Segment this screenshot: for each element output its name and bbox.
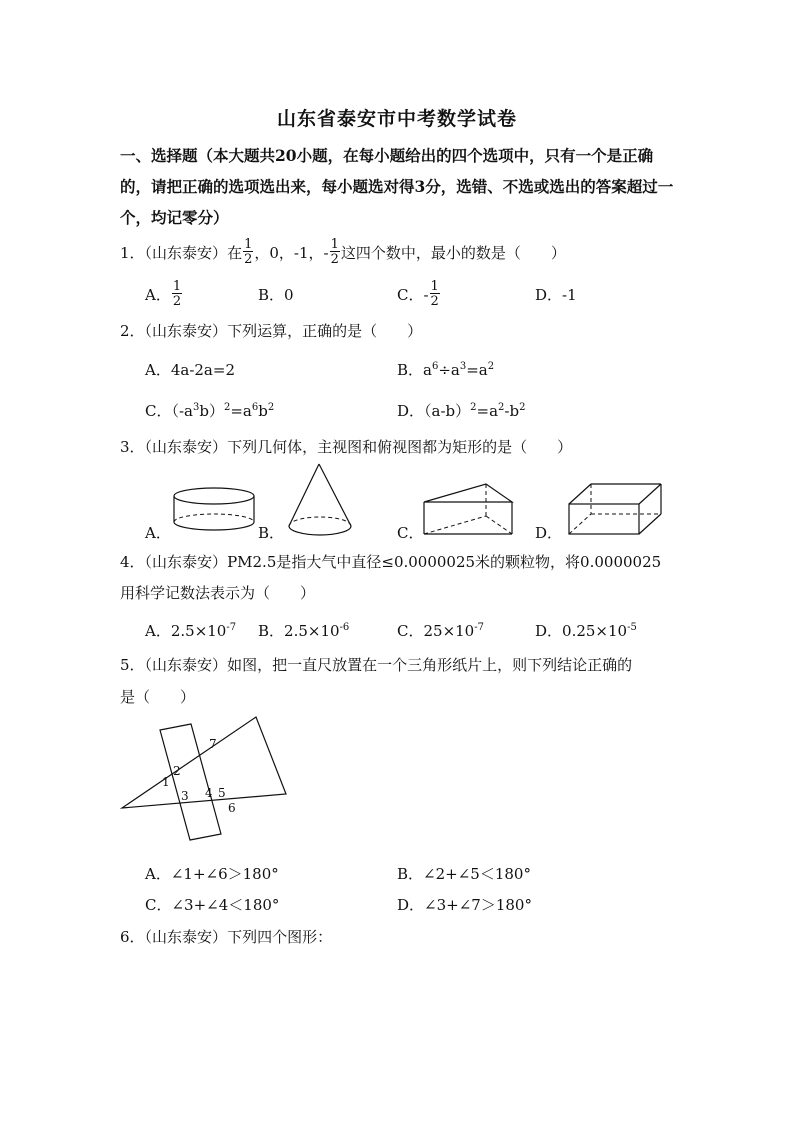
question-text: 下列几何体，主视图和俯视图都为矩形的是（ ） <box>227 438 573 456</box>
q4-option-c[interactable] <box>397 620 484 641</box>
option-text: B．2.5×10 <box>258 622 340 640</box>
option-label: A． <box>145 286 171 304</box>
question-source: （山东泰安） <box>144 656 228 674</box>
q2-option-a[interactable]: A．4a-2a=2 <box>145 361 235 379</box>
section-heading: 一、选择题（本大题共20小题，在每小题给出的四个选项中，只有一个是正确的，请把正确的选项选出来，每小题选对得3分，选错、不选或选出的答案超过一个，均记零分） <box>120 146 674 227</box>
cuboid-figure <box>565 480 665 540</box>
question-3 <box>120 436 572 457</box>
exponent: -7 <box>474 622 484 633</box>
q5-option-a[interactable]: A．∠1+∠6＞180° <box>145 865 279 883</box>
option-text: =a <box>476 402 499 420</box>
question-number: 6． <box>120 928 145 946</box>
question-text: 在 <box>227 244 243 262</box>
q5-option-c[interactable]: C．∠3+∠4＜180° <box>145 896 280 914</box>
cylinder-figure <box>170 486 260 536</box>
question-4-line-1 <box>120 551 661 572</box>
question-number: 3． <box>120 438 145 456</box>
question-1 <box>120 237 566 268</box>
question-source: （山东泰安） <box>144 322 228 340</box>
angle-label-6: 6 <box>228 801 236 815</box>
question-source: （山东泰安） <box>144 244 228 262</box>
option-text: -b <box>504 402 520 420</box>
question-text: 如图，把一直尺放置在一个三角形纸片上，则下列结论正确的 <box>227 656 633 674</box>
option-text: =a <box>466 361 488 379</box>
fraction-denominator: 2 <box>430 294 439 309</box>
question-number: 4． <box>120 553 145 571</box>
option-text: A．2.5×10 <box>145 622 227 640</box>
q3-option-b[interactable]: B． <box>258 524 285 542</box>
fraction-denominator: 2 <box>172 294 182 309</box>
option-text: D．0.25×10 <box>535 622 628 640</box>
q1-option-d[interactable]: D．-1 <box>535 286 577 304</box>
exponent: 2 <box>519 402 526 413</box>
fraction-numerator: 1 <box>430 279 439 294</box>
option-text: D．（a-b） <box>397 402 471 420</box>
exponent: 6 <box>251 402 259 413</box>
q1-option-b[interactable]: B．0 <box>258 286 294 304</box>
question-number: 1． <box>120 244 145 262</box>
fraction <box>243 238 253 266</box>
q4-option-a[interactable] <box>145 620 236 641</box>
exponent: 3 <box>193 402 200 413</box>
question-2 <box>120 320 422 341</box>
exponent: -7 <box>226 622 237 633</box>
fraction-numerator: 1 <box>244 237 253 252</box>
question-5-line-2: 是（ ） <box>120 688 196 706</box>
question-source: （山东泰安） <box>144 438 228 456</box>
triangular-prism-figure <box>420 480 516 540</box>
question-source: （山东泰安） <box>144 928 228 946</box>
q1-option-c[interactable] <box>397 279 441 310</box>
q2-option-c[interactable] <box>145 400 274 421</box>
angle-label-3: 3 <box>181 789 189 803</box>
fraction-numerator: 1 <box>330 237 339 252</box>
option-text: C．（-a <box>145 402 193 420</box>
fraction <box>172 280 182 308</box>
angle-label-5: 5 <box>218 786 226 800</box>
exponent: 2 <box>487 361 495 372</box>
q1-option-a[interactable] <box>145 279 183 310</box>
question-number: 5． <box>120 656 145 674</box>
fraction-numerator: 1 <box>172 279 182 294</box>
angle-label-7: 7 <box>209 737 217 751</box>
angle-label-1: 1 <box>162 775 170 789</box>
q5-option-d[interactable]: D．∠3+∠7＞180° <box>397 896 532 914</box>
fraction <box>330 238 340 266</box>
option-text: =a <box>230 402 252 420</box>
exponent: -6 <box>339 622 350 633</box>
cone-figure <box>283 460 363 540</box>
q4-option-d[interactable] <box>535 620 637 641</box>
exponent: 3 <box>459 361 467 372</box>
exponent: 2 <box>498 402 505 413</box>
q4-option-b[interactable] <box>258 620 349 641</box>
question-text: PM2.5是指大气中直径≤0.0000025米的颗粒物，将0.0000025 <box>227 553 662 571</box>
fraction-denominator: 2 <box>244 252 253 267</box>
question-text: 这四个数中，最小的数是（ ） <box>340 244 566 262</box>
option-text: C．25×10 <box>397 622 475 640</box>
page-title: 山东省泰安市中考数学试卷 <box>276 108 517 130</box>
question-5-line-1 <box>120 654 632 675</box>
exponent: 6 <box>431 361 439 372</box>
exponent: -5 <box>627 622 637 633</box>
option-label: C．- <box>397 286 429 304</box>
exponent: 2 <box>470 402 477 413</box>
q2-option-d[interactable] <box>397 400 525 421</box>
option-text: b） <box>199 402 224 420</box>
question-text: ，0，-1，- <box>254 244 329 262</box>
option-text: b <box>258 402 268 420</box>
option-text: B．a <box>397 361 432 379</box>
question-6 <box>120 926 332 947</box>
question-source: （山东泰安） <box>144 553 228 571</box>
q3-option-c[interactable]: C． <box>397 524 424 542</box>
fraction-denominator: 2 <box>330 252 339 267</box>
q5-option-b[interactable]: B．∠2+∠5＜180° <box>397 865 531 883</box>
q2-option-b[interactable] <box>397 359 494 380</box>
question-4-line-2: 用科学记数法表示为（ ） <box>120 584 316 602</box>
angle-label-2: 2 <box>173 764 181 778</box>
question-number: 2． <box>120 322 145 340</box>
option-text: ÷a <box>438 361 460 379</box>
q3-option-d[interactable]: D． <box>535 524 563 542</box>
q3-option-a[interactable]: A． <box>145 524 171 542</box>
fraction <box>430 280 440 308</box>
question-text: 下列四个图形： <box>227 928 333 946</box>
exponent: 2 <box>267 402 275 413</box>
question-text: 下列运算，正确的是（ ） <box>227 322 423 340</box>
triangle-shape <box>122 717 286 808</box>
angle-label-4: 4 <box>205 786 213 800</box>
ruler-triangle-figure <box>118 712 293 852</box>
exponent: 2 <box>223 402 231 413</box>
